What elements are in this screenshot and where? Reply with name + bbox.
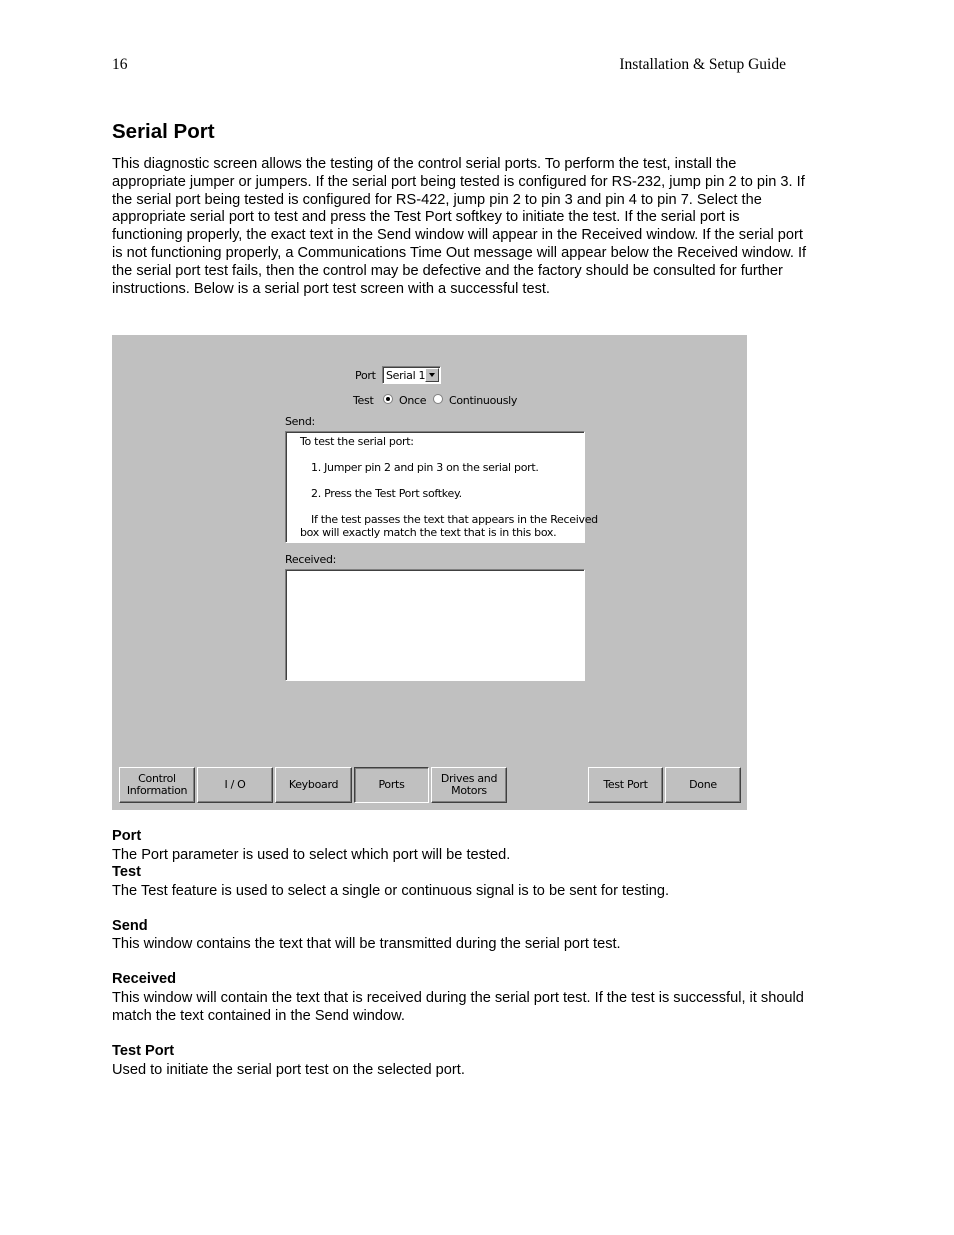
test-once-radio[interactable] xyxy=(383,394,393,404)
drives-and-motors-softkey[interactable] xyxy=(431,767,507,803)
softkey-label: Ports xyxy=(378,778,405,791)
field-desc-received: This window will contain the text that is received during the serial port test. If the test is successful, it should match the text contained in the Send window. xyxy=(112,990,804,1024)
softkey-label: Drives and Motors xyxy=(440,772,498,797)
test-continuously-label: Continuously xyxy=(449,394,518,407)
port-select[interactable] xyxy=(382,366,441,384)
field-desc-test: The Test feature is used to select a single or continuous signal is to be sent for testing. xyxy=(112,883,670,899)
softkey-label: Control Information xyxy=(126,772,188,797)
ports-softkey[interactable] xyxy=(354,767,429,803)
test-continuously-radio[interactable] xyxy=(433,394,443,404)
field-heading-test-port: Test Port xyxy=(112,1043,175,1059)
send-line: 1. Jumper pin 2 and pin 3 on the serial port. xyxy=(311,461,539,474)
softkey-label: Done xyxy=(689,778,717,791)
field-heading-received: Received xyxy=(112,971,177,987)
test-once-label: Once xyxy=(399,394,427,407)
page-number: 16 xyxy=(112,56,128,73)
field-desc-test-port: Used to initiate the serial port test on the selected port. xyxy=(112,1062,465,1078)
dropdown-arrow-icon[interactable] xyxy=(425,368,439,382)
send-line: If the test passes the text that appears in the Received xyxy=(311,513,598,526)
send-line: To test the serial port: xyxy=(300,435,414,448)
done-softkey[interactable] xyxy=(665,767,741,803)
received-label: Received: xyxy=(285,553,337,566)
softkey-label: Keyboard xyxy=(288,778,339,791)
softkey-label: Test Port xyxy=(603,778,648,791)
test-port-softkey[interactable] xyxy=(588,767,663,803)
port-select-value: Serial 1 xyxy=(386,369,426,382)
send-textbox[interactable] xyxy=(285,431,598,543)
send-line: box will exactly match the text that is in this box. xyxy=(300,526,557,539)
keyboard-softkey[interactable] xyxy=(275,767,352,803)
softkey-label: I / O xyxy=(224,778,246,791)
field-desc-send: This window contains the text that will be transmitted during the serial port test. xyxy=(112,936,621,952)
field-heading-test: Test xyxy=(112,864,141,880)
field-heading-send: Send xyxy=(112,918,148,934)
section-title: Serial Port xyxy=(112,120,215,143)
test-label: Test xyxy=(353,394,374,407)
field-heading-port: Port xyxy=(112,828,142,844)
serial-port-screenshot xyxy=(112,335,747,810)
received-textbox[interactable] xyxy=(285,569,585,681)
send-line: 2. Press the Test Port softkey. xyxy=(311,487,462,500)
intro-paragraph: This diagnostic screen allows the testing of the control serial ports. To perform the test, install the appropriate jumper or jumpers. If the serial port being tested is configured for RS-232, jump pin 2 to pin 3. If the serial port being tested is configured for RS-422, jump pin 2 to pin 3 and pin 4 to pin 7. Select the appropriate serial port to test and press the Test Port softkey to initiate the test. If the serial port is functioning properly, the exact text in the Send window will appear in the Received window. If the serial port is not functioning properly, a Communications Time Out message will appear below the Received window. If the serial port test fails, then the control may be defective and the factory should be consulted for further instructions. Below is a serial port test screen with a successful test. xyxy=(112,156,807,297)
field-desc-port: The Port parameter is used to select which port will be tested. xyxy=(112,847,511,863)
io-softkey[interactable] xyxy=(197,767,273,803)
port-label: Port xyxy=(355,369,376,382)
control-information-softkey[interactable] xyxy=(119,767,195,803)
send-label: Send: xyxy=(285,415,315,428)
running-head: Installation & Setup Guide xyxy=(619,56,786,73)
